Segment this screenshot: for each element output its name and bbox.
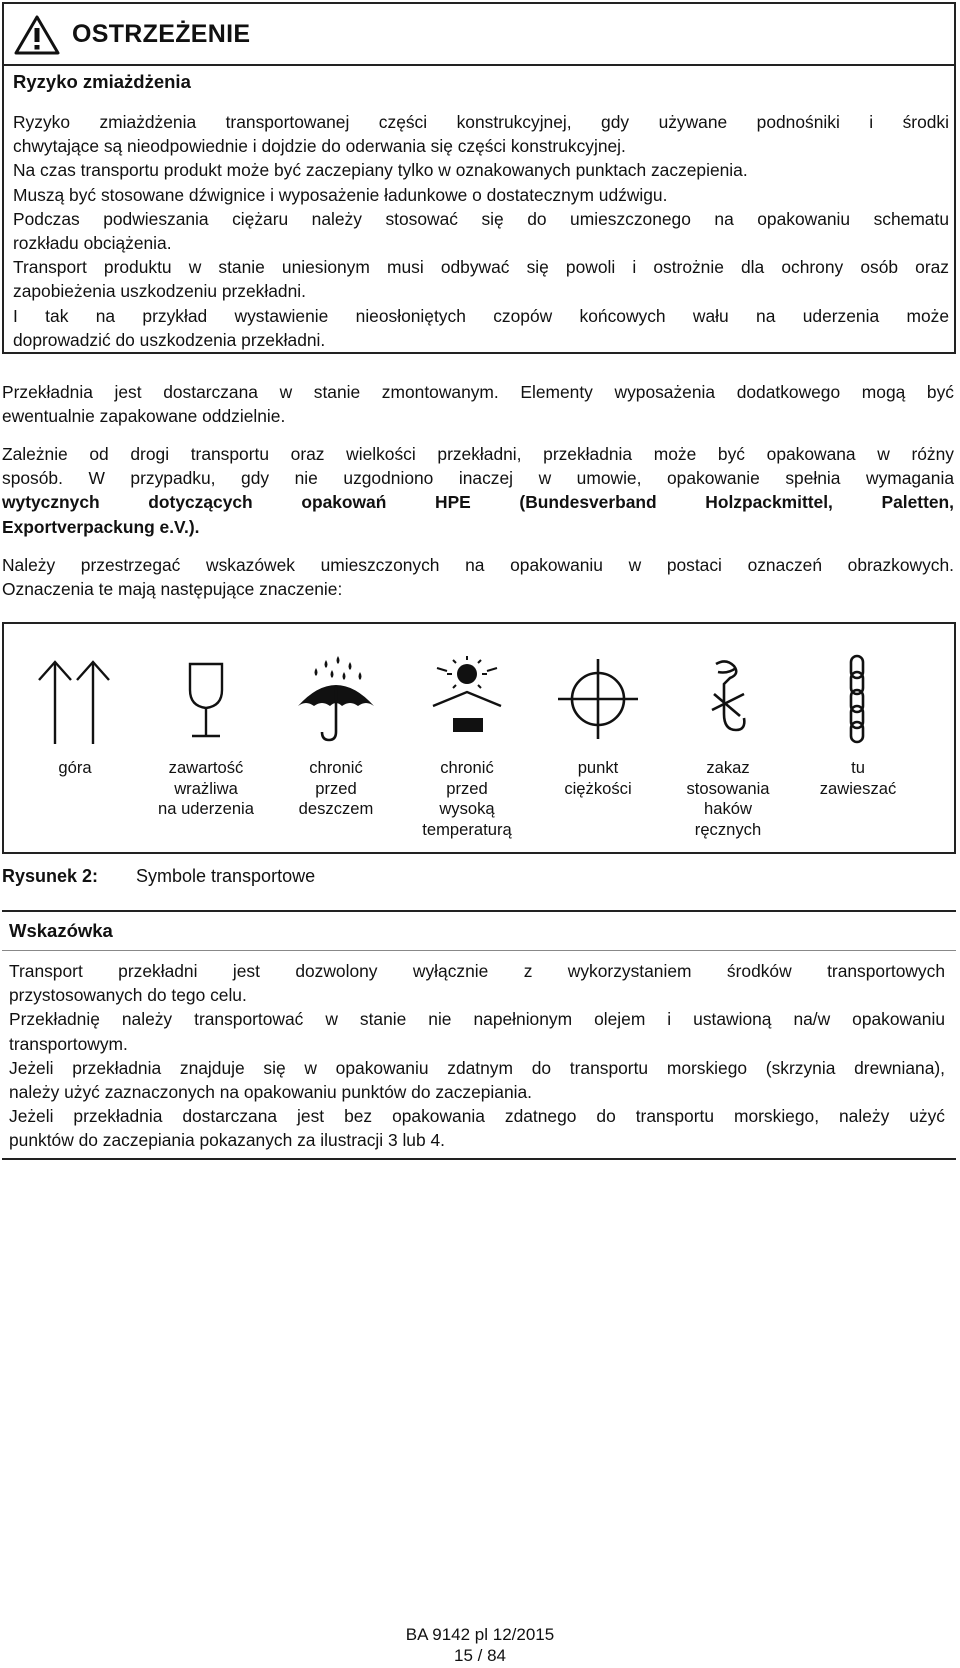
fragile-icon — [156, 654, 256, 744]
note-paragraph: Przekładnię należy transportować w stanie nie napełnionym olejem i ustawioną na/w opakowaniu transportowym. — [9, 1009, 945, 1054]
note-paragraph: Jeżeli przekładnia znajduje się w opakowaniu zdatnym do transportu morskiego (skrzynia drewniana), należy użyć zaznaczonych na opakowaniu punktów do zaczepiania. — [9, 1057, 945, 1103]
note-paragraph: Transport przekładni jest dozwolony wyłącznie z wykorzystaniem środków transportowych przystosowanych do tego celu. — [9, 961, 945, 1006]
note-body — [9, 959, 945, 1153]
protect-from-heat-icon — [417, 654, 517, 744]
document-number: BA 9142 pl 12/2015 — [405, 1625, 555, 1644]
page-number: 15 / 84 — [454, 1646, 506, 1665]
symbol-label-fragile: zawartość wrażliwa na uderzenia — [158, 758, 254, 818]
transport-symbols-figure — [2, 622, 956, 854]
body-paragraph-delivery: Przekładnia jest dostarczana w stanie zmontowanym. Elementy wyposażenia dodatkowego mogą być ewentualnie zapakowane oddzielnie. — [2, 382, 954, 427]
page-footer — [0, 1624, 960, 1666]
no-hand-hooks-icon — [678, 654, 778, 744]
symbol-label-no-hand-hooks: zakaz stosowania haków ręcznych — [686, 758, 770, 839]
body-paragraph-packaging: Zależnie od drogi transportu oraz wielkości przekładni, przekładnia może być opakowana w różny sposób. W przypadku, gdy nie uzgodniono inaczej w umowie, opakowanie spełnia wymagania wytycznych dotyczących opakowań HPE (Bundesverband Holzpackmittel, Paletten, Exportverpackung e.V.). — [2, 444, 954, 537]
warning-title: OSTRZEŻENIE — [72, 20, 251, 48]
warning-header — [4, 4, 954, 66]
symbol-label-center-of-gravity: punkt ciężkości — [564, 758, 632, 798]
note-title: Wskazówka — [9, 920, 113, 941]
warning-paragraph: Muszą być stosowane dźwignice i wyposażenie ładunkowe o dostatecznym udźwigu. — [13, 184, 668, 205]
note-bottom-rule — [2, 1158, 956, 1160]
symbol-label-keep-dry: chronić przed deszczem — [298, 758, 374, 818]
warning-paragraph: Podczas podwieszania ciężaru należy stosować się do umieszczonego na opakowaniu schematu rozkładu obciążenia. — [13, 208, 949, 254]
keep-dry-icon — [286, 654, 386, 744]
note-top-rule — [2, 910, 956, 912]
center-of-gravity-icon — [548, 654, 648, 744]
note-divider — [2, 950, 956, 951]
symbol-label-protect-from-heat: chronić przed wysoką temperaturą — [422, 758, 512, 839]
symbol-label-this-way-up: góra — [58, 758, 92, 777]
warning-paragraph: Ryzyko zmiażdżenia transportowanej części konstrukcyjnej, gdy używane podnośniki i środki chwytające są nieodpowiednie i dojdzie do oderwania się części konstrukcyjnej. — [13, 112, 949, 157]
warning-paragraph: I tak na przykład wystawienie nieosłoniętych czopów końcowych wału na uderzenia może doprowadzić do uszkodzenia przekładni. — [13, 305, 949, 350]
sling-here-icon — [808, 654, 908, 744]
symbol-label-sling-here: tu zawieszać — [819, 758, 897, 798]
note-paragraph: Jeżeli przekładnia dostarczana jest bez opakowania zdatnego do transportu morskiego, należy użyć punktów do zaczepiania pokazanych za ilustracji 3 lub 4. — [9, 1106, 945, 1151]
warning-subtitle: Ryzyko zmiażdżenia — [13, 71, 191, 92]
warning-triangle-icon — [14, 15, 60, 55]
figure-caption-number: Rysunek 2: — [2, 866, 99, 886]
warning-body — [13, 110, 949, 352]
this-way-up-icon — [25, 654, 125, 744]
warning-box — [2, 2, 956, 354]
figure-caption — [2, 866, 315, 887]
figure-caption-text: Symbole transportowe — [136, 866, 316, 886]
warning-paragraph: Transport produktu w stanie uniesionym musi odbywać się powoli i ostrożnie dla ochrony osób oraz zapobieżenia uszkodzeniu przekładni. — [13, 257, 949, 302]
warning-paragraph: Na czas transportu produkt może być zaczepiany tylko w oznakowanych punktach zaczepienia. — [13, 160, 748, 181]
body-paragraph-symbols-intro: Należy przestrzegać wskazówek umieszczonych na opakowaniu w postaci oznaczeń obrazkowych. Oznaczenia te mają następujące znaczenie: — [2, 555, 954, 600]
